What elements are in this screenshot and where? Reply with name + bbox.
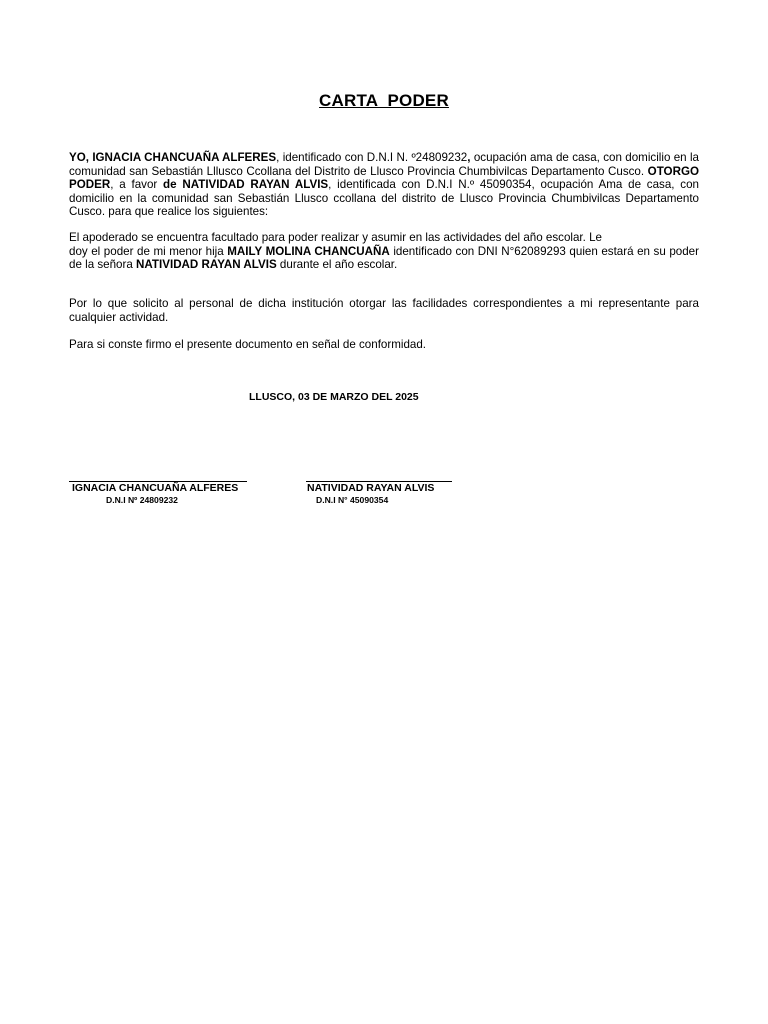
document-title: CARTA PODER — [319, 91, 449, 110]
paragraph-powers — [69, 231, 699, 272]
powers-text-c: identificado con DNI N°62089293 quien estará en su poder de la señora — [69, 244, 699, 272]
grantor-details: ocupación ama de casa, con domicilio en la comunidad san Sebastián Lllusco Ccollana del Distrito de Llusco Provincia Chumbivilcas Departamento Cusco. — [69, 151, 699, 178]
minor-name: MAILY MOLINA CHANCUAÑA — [227, 244, 390, 258]
grantee-details: , identificada con D.N.I N.º 45090354, ocupación Ama de casa, con domicilio en la comunidad san Sebastián Llusco ccollana del distrito de Llusco Provincia Chumbivilcas Departamento Cusco. para que realice los siguientes: — [69, 178, 699, 219]
paragraph-grant — [69, 151, 699, 219]
grantor-id: , identificado con D.N.I N. º24809232 — [276, 151, 468, 164]
signature-dni-grantee: D.N.I N° 45090354 — [316, 495, 389, 505]
favor-text: , a favor — [110, 178, 164, 192]
signature-name-grantee: NATIVIDAD RAYAN ALVIS — [307, 482, 435, 494]
place-date: LLUSCO, 03 DE MARZO DEL 2025 — [249, 391, 419, 403]
paragraph-request: Por lo que solicito al personal de dicha institución otorgar las facilidades correspondientes a mi representante para cualquier actividad. — [69, 297, 699, 324]
powers-text-d: durante el año escolar. — [276, 258, 398, 272]
grantor-comma: , — [467, 151, 471, 164]
powers-text-a: El apoderado se encuentra facultado para poder realizar y asumir en las actividades del año escolar. Le — [69, 231, 602, 244]
powers-text-b: doy el poder de mi menor hija — [69, 244, 228, 258]
grantee-name-2: NATIVIDAD RAYAN ALVIS — [136, 258, 277, 272]
grantee-name: de NATIVIDAD RAYAN ALVIS — [163, 178, 329, 192]
paragraph-conformity: Para si conste firmo el presente documento en señal de conformidad. — [69, 338, 427, 351]
signature-name-grantor: IGNACIA CHANCUAÑA ALFERES — [72, 482, 239, 494]
signature-dni-grantor: D.N.I Nº 24809232 — [106, 495, 178, 505]
grant-phrase: OTORGO PODER — [69, 164, 699, 192]
grantor-intro: YO, IGNACIA CHANCUAÑA ALFERES — [69, 151, 277, 164]
